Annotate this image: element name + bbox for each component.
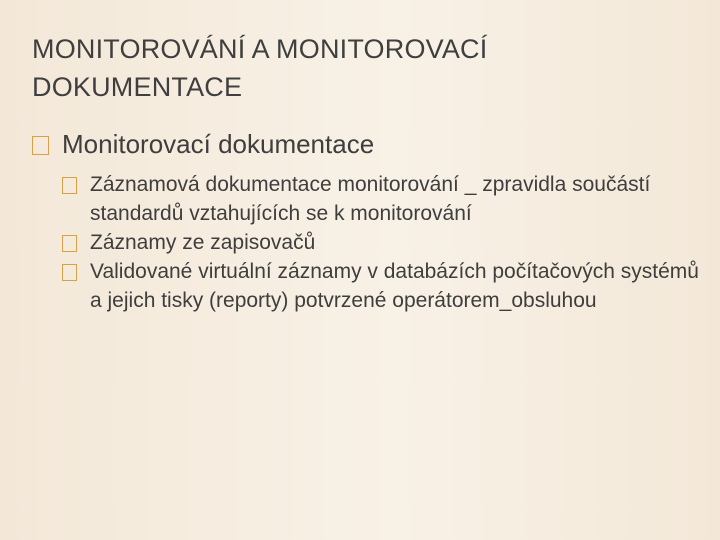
slide-title: MONITOROVÁNÍ A MONITOROVACÍ DOKUMENTACE [32, 34, 488, 102]
sub-bullet-text: Záznamy ze zapisovačů [90, 231, 316, 254]
sub-bullet-3 [32, 257, 702, 315]
bullet-level1 [32, 126, 702, 162]
sub-bullet-2 [32, 228, 702, 257]
bullet-text: Monitorovací dokumentace [62, 129, 375, 159]
bullet-box-icon [62, 177, 77, 194]
sub-bullet-1 [32, 170, 702, 228]
bullet-box-icon [62, 264, 77, 281]
bullet-box-icon [32, 136, 49, 155]
bullet-list [32, 126, 702, 315]
bullet-box-icon [62, 235, 77, 252]
sub-bullet-text: Validované virtuální záznamy v databázích počítačových systémů a jejich tisky (reporty) potvrzené operátorem_obsluhou [90, 260, 699, 312]
sub-bullet-text: Záznamová dokumentace monitorování _ zpravidla součástí standardů vztahujících se k monitorování [90, 173, 651, 225]
